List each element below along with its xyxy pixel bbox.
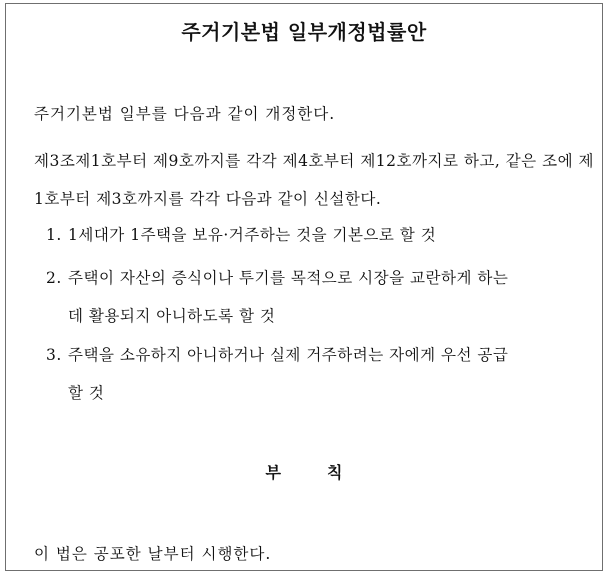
addenda-heading: 부칙 xyxy=(265,463,389,482)
item-continuation: 데 활용되지 아니하도록 할 것 xyxy=(68,307,276,325)
item-text: 주택을 소유하지 아니하거나 실제 거주하려는 자에게 우선 공급 xyxy=(68,346,509,364)
amendment-intro: 주거기본법 일부를 다음과 같이 개정한다. xyxy=(34,105,336,123)
item-continuation: 할 것 xyxy=(68,384,105,402)
item-text: 1세대가 1주택을 보유·거주하는 것을 기본으로 할 것 xyxy=(68,226,437,244)
bill-title: 주거기본법 일부개정법률안 xyxy=(181,20,427,44)
amendment-paragraph: 제3조제1호부터 제9호까지를 각각 제4호부터 제12호까지로 하고, 같은 조에 제1호부터 제3호까지를 각각 다음과 같이 신설한다. xyxy=(34,152,594,208)
new-item-2 xyxy=(46,259,594,335)
item-number: 1. xyxy=(46,226,62,244)
item-number: 3. xyxy=(46,346,62,364)
new-item-1 xyxy=(46,216,594,254)
item-number: 2. xyxy=(46,269,62,287)
new-item-3 xyxy=(46,336,594,412)
item-text: 주택이 자산의 증식이나 투기를 목적으로 시장을 교란하게 하는 xyxy=(68,269,509,287)
effective-clause: 이 법은 공포한 날부터 시행한다. xyxy=(34,545,272,563)
document-frame xyxy=(5,3,603,571)
